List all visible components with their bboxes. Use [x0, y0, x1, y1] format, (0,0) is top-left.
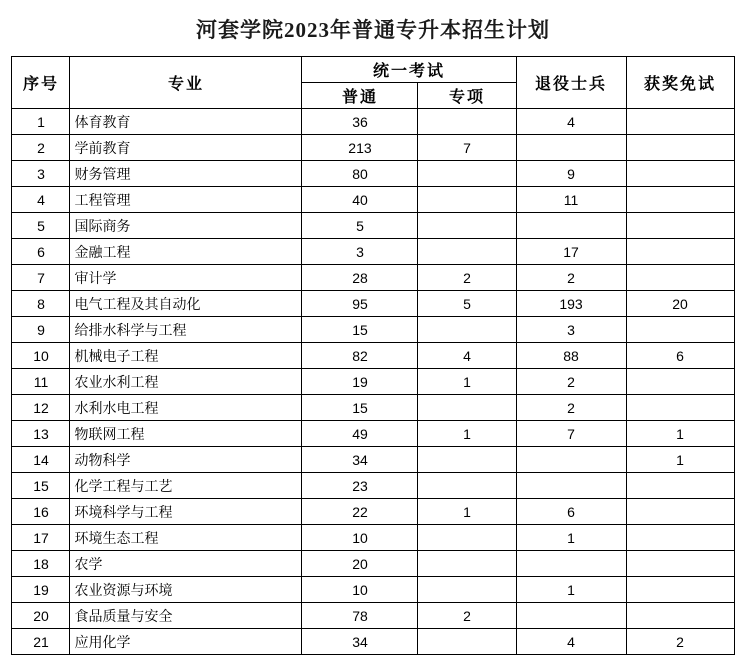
cell-index: 17	[12, 525, 70, 551]
cell-general: 213	[302, 135, 418, 161]
table-row	[12, 161, 734, 187]
cell-veteran	[516, 447, 626, 473]
cell-index: 2	[12, 135, 70, 161]
cell-index: 12	[12, 395, 70, 421]
cell-index: 16	[12, 499, 70, 525]
cell-index: 21	[12, 629, 70, 655]
cell-major: 给排水科学与工程	[70, 317, 302, 343]
cell-major: 机械电子工程	[70, 343, 302, 369]
cell-special	[418, 317, 516, 343]
cell-award: 1	[626, 421, 734, 447]
cell-special	[418, 161, 516, 187]
cell-award: 20	[626, 291, 734, 317]
cell-index: 4	[12, 187, 70, 213]
page-title: 河套学院2023年普通专升本招生计划	[196, 18, 550, 42]
cell-major: 化学工程与工艺	[70, 473, 302, 499]
cell-major: 金融工程	[70, 239, 302, 265]
cell-award	[626, 109, 734, 135]
cell-award	[626, 499, 734, 525]
cell-veteran: 2	[516, 265, 626, 291]
cell-general: 28	[302, 265, 418, 291]
cell-index: 13	[12, 421, 70, 447]
table-row	[12, 369, 734, 395]
cell-veteran	[516, 135, 626, 161]
cell-major: 农业资源与环境	[70, 577, 302, 603]
cell-award	[626, 239, 734, 265]
cell-award	[626, 551, 734, 577]
cell-veteran: 4	[516, 629, 626, 655]
cell-major: 国际商务	[70, 213, 302, 239]
cell-general: 20	[302, 551, 418, 577]
cell-special	[418, 473, 516, 499]
cell-general: 82	[302, 343, 418, 369]
cell-general: 10	[302, 525, 418, 551]
table-row	[12, 551, 734, 577]
cell-award	[626, 187, 734, 213]
cell-major: 学前教育	[70, 135, 302, 161]
cell-award	[626, 525, 734, 551]
table-row	[12, 577, 734, 603]
cell-award	[626, 473, 734, 499]
cell-major: 工程管理	[70, 187, 302, 213]
cell-major: 电气工程及其自动化	[70, 291, 302, 317]
cell-major: 食品质量与安全	[70, 603, 302, 629]
cell-special: 1	[418, 499, 516, 525]
cell-award	[626, 265, 734, 291]
admission-plan-table	[11, 56, 734, 655]
cell-special: 2	[418, 603, 516, 629]
cell-major: 审计学	[70, 265, 302, 291]
table-row	[12, 343, 734, 369]
table-row	[12, 109, 734, 135]
cell-general: 49	[302, 421, 418, 447]
table-row	[12, 473, 734, 499]
table-row	[12, 291, 734, 317]
cell-award	[626, 213, 734, 239]
cell-veteran: 3	[516, 317, 626, 343]
cell-index: 10	[12, 343, 70, 369]
table-row	[12, 447, 734, 473]
table-body	[12, 109, 734, 655]
cell-general: 36	[302, 109, 418, 135]
cell-award	[626, 135, 734, 161]
header-award-exempt: 获奖免试	[626, 57, 734, 109]
cell-major: 动物科学	[70, 447, 302, 473]
cell-major: 水利水电工程	[70, 395, 302, 421]
cell-index: 5	[12, 213, 70, 239]
cell-index: 11	[12, 369, 70, 395]
cell-veteran: 17	[516, 239, 626, 265]
cell-general: 22	[302, 499, 418, 525]
header-veteran: 退役士兵	[516, 57, 626, 109]
cell-general: 78	[302, 603, 418, 629]
cell-veteran: 1	[516, 577, 626, 603]
header-major: 专业	[70, 57, 302, 109]
cell-index: 20	[12, 603, 70, 629]
cell-award	[626, 317, 734, 343]
cell-special: 4	[418, 343, 516, 369]
cell-special	[418, 213, 516, 239]
cell-general: 19	[302, 369, 418, 395]
cell-special: 1	[418, 369, 516, 395]
cell-veteran	[516, 603, 626, 629]
cell-index: 7	[12, 265, 70, 291]
cell-general: 10	[302, 577, 418, 603]
table-row	[12, 421, 734, 447]
cell-index: 18	[12, 551, 70, 577]
cell-index: 6	[12, 239, 70, 265]
table-row	[12, 265, 734, 291]
header-unified-special: 专项	[418, 83, 516, 109]
header-index: 序号	[12, 57, 70, 109]
cell-special	[418, 395, 516, 421]
table-row	[12, 499, 734, 525]
table-row	[12, 135, 734, 161]
cell-veteran	[516, 473, 626, 499]
cell-award	[626, 369, 734, 395]
cell-general: 23	[302, 473, 418, 499]
cell-award: 2	[626, 629, 734, 655]
cell-general: 34	[302, 629, 418, 655]
cell-special: 7	[418, 135, 516, 161]
cell-general: 80	[302, 161, 418, 187]
cell-award	[626, 603, 734, 629]
cell-index: 8	[12, 291, 70, 317]
cell-special: 1	[418, 421, 516, 447]
cell-index: 1	[12, 109, 70, 135]
cell-major: 环境生态工程	[70, 525, 302, 551]
cell-special: 2	[418, 265, 516, 291]
cell-index: 14	[12, 447, 70, 473]
cell-award	[626, 395, 734, 421]
cell-award	[626, 577, 734, 603]
cell-index: 15	[12, 473, 70, 499]
cell-special	[418, 239, 516, 265]
cell-special	[418, 629, 516, 655]
table-row	[12, 525, 734, 551]
cell-major: 农业水利工程	[70, 369, 302, 395]
table-header	[12, 57, 734, 109]
cell-general: 95	[302, 291, 418, 317]
cell-general: 34	[302, 447, 418, 473]
header-unified-exam: 统一考试	[302, 57, 516, 83]
cell-veteran: 4	[516, 109, 626, 135]
table-row	[12, 213, 734, 239]
table-row	[12, 317, 734, 343]
cell-veteran: 6	[516, 499, 626, 525]
cell-veteran: 9	[516, 161, 626, 187]
cell-veteran: 2	[516, 395, 626, 421]
cell-major: 物联网工程	[70, 421, 302, 447]
table-row	[12, 629, 734, 655]
cell-veteran: 88	[516, 343, 626, 369]
header-unified-general: 普通	[302, 83, 418, 109]
cell-major: 体育教育	[70, 109, 302, 135]
cell-general: 5	[302, 213, 418, 239]
cell-special	[418, 109, 516, 135]
cell-veteran	[516, 551, 626, 577]
cell-general: 15	[302, 395, 418, 421]
table-row	[12, 603, 734, 629]
table-row	[12, 187, 734, 213]
cell-veteran: 7	[516, 421, 626, 447]
cell-index: 3	[12, 161, 70, 187]
cell-major: 环境科学与工程	[70, 499, 302, 525]
cell-award: 6	[626, 343, 734, 369]
cell-index: 19	[12, 577, 70, 603]
cell-major: 应用化学	[70, 629, 302, 655]
cell-award	[626, 161, 734, 187]
cell-veteran: 11	[516, 187, 626, 213]
cell-index: 9	[12, 317, 70, 343]
cell-general: 40	[302, 187, 418, 213]
table-row	[12, 239, 734, 265]
cell-veteran	[516, 213, 626, 239]
cell-major: 农学	[70, 551, 302, 577]
cell-special	[418, 551, 516, 577]
cell-special: 5	[418, 291, 516, 317]
cell-veteran: 193	[516, 291, 626, 317]
table-row	[12, 395, 734, 421]
header-row-top	[12, 57, 734, 83]
cell-veteran: 2	[516, 369, 626, 395]
cell-special	[418, 577, 516, 603]
cell-award: 1	[626, 447, 734, 473]
cell-general: 15	[302, 317, 418, 343]
cell-special	[418, 525, 516, 551]
cell-major: 财务管理	[70, 161, 302, 187]
cell-veteran: 1	[516, 525, 626, 551]
cell-general: 3	[302, 239, 418, 265]
cell-special	[418, 447, 516, 473]
cell-special	[418, 187, 516, 213]
